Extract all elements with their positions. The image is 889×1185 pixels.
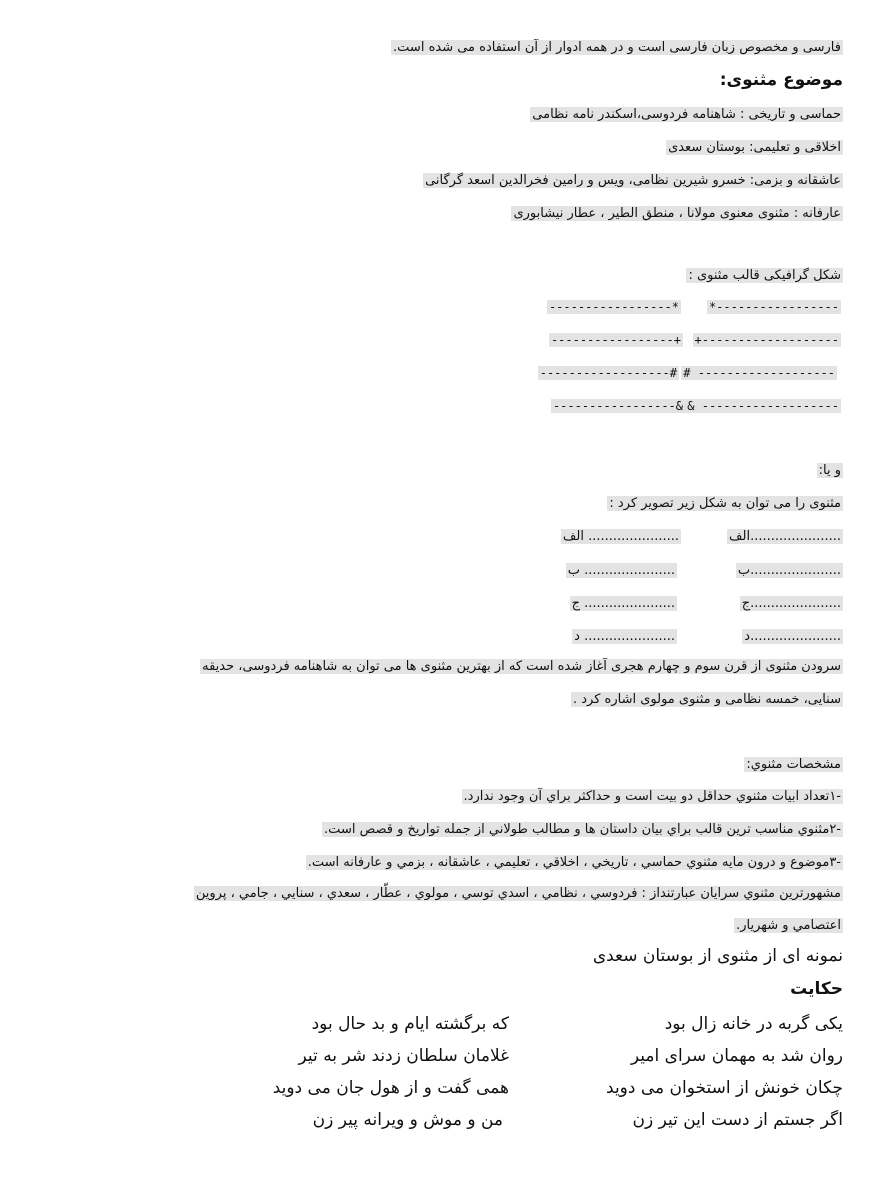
alt-row-left: ...................... ج [571,596,675,611]
topic-item: عارفانه : مثنوی معنوی مولانا ، منطق الطیر ، عطار نیشابوری [513,206,841,221]
graphic-row-left: -----------------+ [550,333,681,347]
couplet-second-hemistich: همی گفت و از هول جان می دوید [272,1078,509,1098]
graphic-row-right: +------------------- [694,333,839,347]
alt-row-right: ......................الف [729,529,841,544]
graphic-row-left: -----------------* [548,300,679,314]
topic-heading: موضوع مثنوی: [719,70,843,90]
couplet-second-hemistich: من و موش و ویرانه پیر زن [312,1110,503,1130]
topic-item: عاشقانه و بزمی: خسرو شیرین نظامی، ویس و رامین فخرالدین اسعد گرگانی [425,173,841,188]
graphic-row-left: -----------------& [552,399,683,413]
alt-row-left: ...................... ب [567,563,675,578]
features-title: مشخصات مثنوي: [746,757,841,772]
poets-line: مشهورترين مثنوي سرايان عبارتنداز : فردوسي ، نظامي ، اسدي توسي ، مولوي ، عطّار ، سعدي ، سنايي ، جامي ، پروين [195,886,841,901]
or-text: و یا: [818,463,841,478]
couplet-first-hemistich: روان شد به مهمان سرای امیر [630,1046,843,1066]
story-heading: حکایت [790,979,843,999]
alt-row-right: ......................ب [737,563,841,578]
couplet-first-hemistich: اگر جستم از دست این تیر زن [632,1110,843,1130]
intro-line: فارسی و مخصوص زبان فارسی است و در همه ادوار از آن استفاده می شده است. [393,40,841,55]
couplet-second-hemistich: که برگشته ایام و بد حال بود [311,1014,509,1034]
couplet-first-hemistich: چکان خونش از استخوان می دوید [606,1078,843,1098]
alt-row-right: ......................د [744,629,841,644]
graphic-title: شکل گرافیکی قالب مثنوی : [688,268,841,283]
sample-title: نمونه ای از مثنوی از بوستان سعدی [592,946,843,966]
alt-row-left: ...................... الف [562,529,679,544]
feature-item: -١تعداد ابيات مثنوي حداقل دو بيت است و حداكثر براي آن وجود ندارد. [463,789,841,804]
history-line: سنایی، خمسه نظامی و مثنوی مولوی اشاره کرد . [573,692,841,707]
feature-item: -٣موضوع و درون مايه مثنوي حماسي ، تاريخي ، اخلاقي ، تعليمي ، عاشقانه ، بزمي و عارفانه است. [307,855,841,870]
alt-title: مثنوی را می توان به شکل زیر تصویر کرد : [609,496,841,511]
graphic-row-right: & ------------------- [687,399,839,413]
history-line: سرودن مثنوی از قرن سوم و چهارم هجری آغاز شده است که از بهترین مثنوی ها می توان به شاهنامه فردوسی، حدیقه [202,659,841,674]
alt-row-right: ......................ج [741,596,841,611]
couplet-first-hemistich: یکی گربه در خانه زال بود [664,1014,843,1034]
graphic-row-right: *----------------- [708,300,839,314]
poets-line: اعتصامي و شهريار. [736,918,841,933]
graphic-row-right: # ------------------- [683,366,835,380]
topic-item: حماسی و تاریخی : شاهنامه فردوسی،اسکندر نامه نظامی [532,107,841,122]
alt-row-left: ...................... د [574,629,675,644]
topic-item: اخلاقی و تعلیمی: بوستان سعدی [668,140,841,155]
couplet-second-hemistich: غلامان سلطان زدند شر به تیر [298,1046,509,1066]
feature-item: -٢مثنوي مناسب ترين قالب براي بيان داستان ها و مطالب طولاني از جمله تواريخ و قصص است. [324,822,841,837]
graphic-row-left: ------------------# [539,366,677,380]
